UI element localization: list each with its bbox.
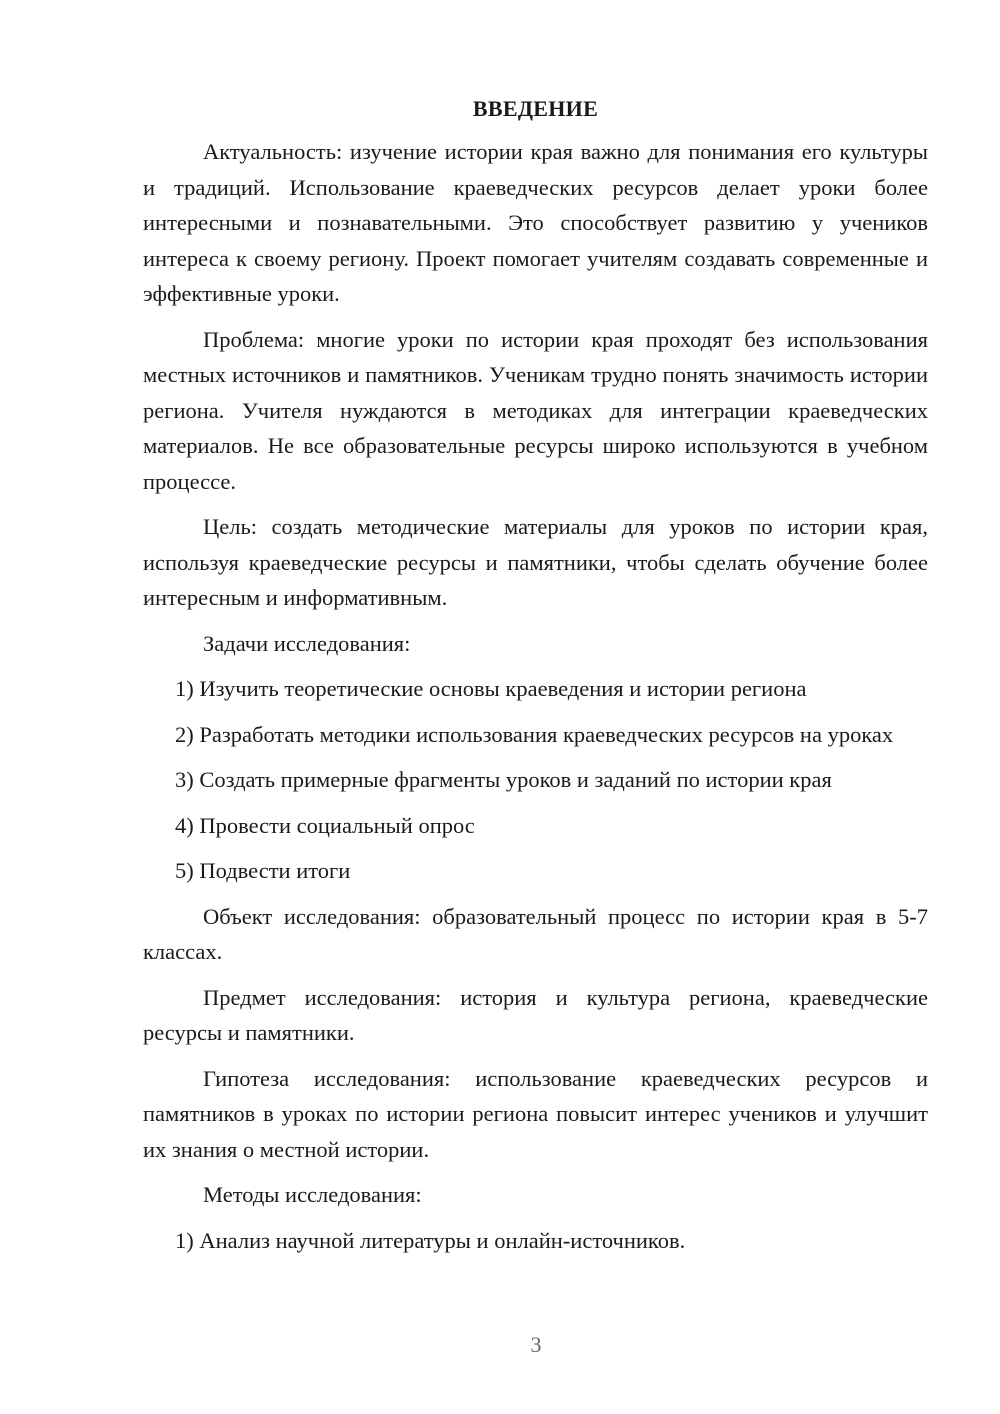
task-item-1: 1) Изучить теоретические основы краеведения и истории региона [175,676,807,701]
paragraph-relevance: Актуальность: изучение истории края важно для понимания его культуры и традиций. Использование краеведческих ресурсов делает уроки более интересными и познавательными. Это способствует развитию у учеников интереса к своему региону. Проект помогает учителям создавать современные и эффективные уроки. [143,139,928,306]
document-page [143,94,928,1268]
methods-title: Методы исследования: [203,1182,422,1207]
method-item-1: 1) Анализ научной литературы и онлайн-источников. [175,1227,686,1253]
tasks-title: Задачи исследования: [203,630,411,656]
document-heading: ВВЕДЕНИЕ [472,96,599,121]
paragraph-object: Объект исследования: образовательный процесс по истории края в 5-7 классах. [143,903,928,964]
paragraph-goal: Цель: создать методические материалы для уроков по истории края, используя краеведческие ресурсы и памятники, чтобы сделать обучение более интересным и информативным. [143,514,928,610]
task-item-5: 5) Подвести итоги [175,858,351,883]
paragraph-problem: Проблема: многие уроки по истории края проходят без использования местных источников и памятников. Ученикам трудно понять значимость истории региона. Учителя нуждаются в методиках для интеграции краеведческих материалов. Не все образовательные ресурсы широко используются в учебном процессе. [143,326,928,494]
paragraph-hypothesis: Гипотеза исследования: использование краеведческих ресурсов и памятников в уроках по истории региона повысит интерес учеников и улучшит их знания о местной истории. [143,1065,928,1162]
task-item-2: 2) Разработать методики использования краеведческих ресурсов на уроках [175,721,894,747]
task-item-3: 3) Создать примерные фрагменты уроков и заданий по истории края [175,767,832,792]
page-number: 3 [530,1332,542,1357]
paragraph-subject: Предмет исследования: история и культура региона, краеведческие ресурсы и памятники. [143,984,928,1045]
task-item-4: 4) Провести социальный опрос [175,812,475,838]
